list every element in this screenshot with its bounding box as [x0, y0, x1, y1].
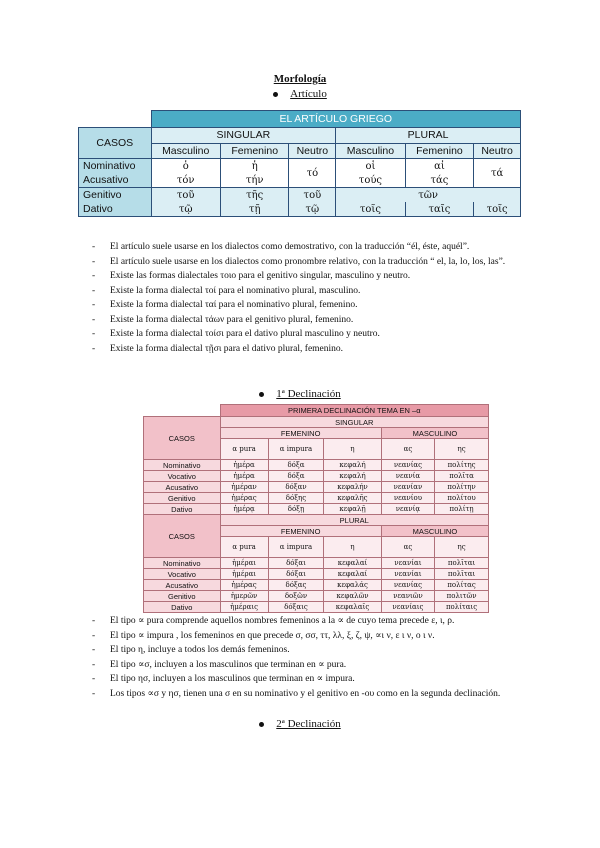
masculino-header: MASCULINO [381, 428, 488, 439]
declension-cell: κεφαλή [324, 471, 381, 482]
article-cell: τοῖς [336, 202, 405, 217]
article-cell: τόν [151, 173, 220, 188]
table-row [144, 602, 489, 613]
masculino-header: MASCULINO [381, 526, 488, 537]
table-row [144, 569, 489, 580]
article-notes [92, 240, 552, 356]
article-cell: τοῦ [289, 188, 336, 203]
list-item: - El tipo η, incluye a todos los demás femeninos. [92, 643, 552, 658]
declension-cell: πολιτῶν [435, 591, 489, 602]
article-cell: τοῦ [151, 188, 220, 203]
type-header: ας [381, 439, 434, 460]
declension-cell: δόξαι [268, 569, 324, 580]
article-cell: τό [289, 159, 336, 188]
case-label: Nominativo [144, 460, 221, 471]
case-label: Dativo [144, 602, 221, 613]
gender-header: Femenino [405, 143, 474, 159]
page-title: Morfología [273, 73, 327, 85]
gender-header: Neutro [474, 143, 521, 159]
article-cell: τῆς [220, 188, 289, 203]
article-cell: τάς [405, 173, 474, 188]
declension-cell: δόξῃ [268, 504, 324, 515]
declension-cell: πολίτῃ [435, 504, 489, 515]
declension-cell: ἡμέραν [220, 482, 268, 493]
article-cell: ὁ [151, 159, 220, 174]
gender-header: Masculino [336, 143, 405, 159]
table-row [144, 460, 489, 471]
gender-header: Neutro [289, 143, 336, 159]
article-cell: τῷ [151, 202, 220, 217]
article-table-title: EL ARTÍCULO GRIEGO [151, 111, 521, 128]
casos-header: CASOS [144, 515, 221, 558]
declension-cell: νεανίαις [381, 602, 434, 613]
type-header: α impura [268, 439, 324, 460]
declension-cell: ἡμερῶν [220, 591, 268, 602]
table-row [144, 482, 489, 493]
declension-cell: ἡμέρα [220, 471, 268, 482]
declension-cell: κεφαλή [324, 460, 381, 471]
declension-cell: δοξῶν [268, 591, 324, 602]
article-cell: τά [474, 159, 521, 188]
declension-cell: νεανία [381, 471, 434, 482]
gender-header: Femenino [220, 143, 289, 159]
declension-cell: κεφαλαί [324, 569, 381, 580]
declension-cell: δόξα [268, 460, 324, 471]
type-header: ης [435, 439, 489, 460]
declension-cell: νεανίᾳ [381, 504, 434, 515]
case-label: Acusativo [79, 173, 152, 188]
declension-cell: κεφαλαί [324, 558, 381, 569]
singular-header: SINGULAR [220, 417, 489, 428]
list-item: - Los tipos ∝σ y ησ, tienen una σ en su nominativo y el genitivo en -ου como en la segunda declinación. [92, 687, 552, 702]
plural-header: PLURAL [336, 128, 521, 144]
declension-cell: πολίτην [435, 482, 489, 493]
case-label: Acusativo [144, 482, 221, 493]
table-row [144, 580, 489, 591]
declension-cell: νεανίας [381, 580, 434, 591]
case-label: Dativo [79, 202, 152, 217]
case-label: Genitivo [144, 493, 221, 504]
list-item: - Existe la forma dialectal τοί para el nominativo plural, masculino. [92, 284, 552, 299]
list-item: - Existe las formas dialectales τοιο para el genitivo singular, masculino y neutro. [92, 269, 552, 284]
article-cell: ἡ [220, 159, 289, 174]
declension-cell: ἡμέρᾳ [220, 504, 268, 515]
case-label: Dativo [144, 504, 221, 515]
table-row [144, 504, 489, 515]
bullet-icon [259, 722, 264, 727]
case-label: Vocativo [144, 471, 221, 482]
table-row [144, 493, 489, 504]
declension-cell: δόξαν [268, 482, 324, 493]
list-item: - El tipo ∝ impura , los femeninos en que precede σ, σσ, ττ, λλ, ξ, ζ, ψ, ∝ι ν, ε ι ν, ο ι ν. [92, 629, 552, 644]
declension-cell: δόξαις [268, 602, 324, 613]
article-cell: ταῖς [405, 202, 474, 217]
section-decl2: 2ª Declinación [0, 718, 600, 730]
declension-cell: δόξας [268, 580, 324, 591]
declension-cell: πολίτας [435, 580, 489, 591]
declension-cell: νεανίας [381, 460, 434, 471]
list-item: - El tipo ∝ pura comprende aquellos nombres femeninos a la ∝ de cuyo tema precede ε, ι, ρ. [92, 614, 552, 629]
casos-header: CASOS [79, 128, 152, 159]
article-cell: τῇ [220, 202, 289, 217]
declension-cell: νεανιῶν [381, 591, 434, 602]
article-cell: αἱ [405, 159, 474, 174]
type-header: ης [435, 537, 489, 558]
declension-cell: ἡμέραι [220, 558, 268, 569]
declension-cell: κεφαλήν [324, 482, 381, 493]
article-cell: τήν [220, 173, 289, 188]
singular-header: SINGULAR [151, 128, 336, 144]
declension-cell: ἡμέρα [220, 460, 268, 471]
type-header: α impura [268, 537, 324, 558]
article-cell: τῷ [289, 202, 336, 217]
section-decl1: 1ª Declinación [0, 388, 600, 400]
bullet-icon [259, 392, 264, 397]
type-header: α pura [220, 537, 268, 558]
declension-cell: κεφαλάς [324, 580, 381, 591]
section-articulo: Artículo [0, 88, 600, 100]
declension-cell: πολίταις [435, 602, 489, 613]
femenino-header: FEMENINO [220, 428, 381, 439]
declension-cell: πολίτης [435, 460, 489, 471]
article-cell: οἱ [336, 159, 405, 174]
list-item: - El tipo ∝σ, incluyen a los masculinos que terminan en ∝ pura. [92, 658, 552, 673]
declension-title: PRIMERA DECLINACIÓN TEMA EN –α [220, 405, 489, 417]
bullet-icon [273, 92, 278, 97]
declension-notes [92, 614, 552, 701]
declension-cell: ἡμέραις [220, 602, 268, 613]
article-cell: τοῖς [474, 202, 521, 217]
list-item: - El artículo suele usarse en los dialectos como pronombre relativo, con la traducción “ el, la, lo, los, las”. [92, 255, 552, 270]
declension-cell: ἡμέρας [220, 580, 268, 591]
list-item: - Existe la forma dialectal τοίσι para el dativo plural masculino y neutro. [92, 327, 552, 342]
table-row [144, 591, 489, 602]
declension-cell: κεφαλῆς [324, 493, 381, 504]
article-cell: τούς [336, 173, 405, 188]
table-row [144, 558, 489, 569]
article-table [78, 110, 521, 217]
list-item: - Existe la forma dialectal ταί para el nominativo plural, femenino. [92, 298, 552, 313]
list-item: - El tipo ησ, incluyen a los masculinos que terminan en ∝ impura. [92, 672, 552, 687]
declension-cell: ἡμέρας [220, 493, 268, 504]
type-header: α pura [220, 439, 268, 460]
plural-header: PLURAL [220, 515, 489, 526]
case-label: Nominativo [79, 159, 152, 174]
declension-cell: νεανίαν [381, 482, 434, 493]
declension-cell: πολίτου [435, 493, 489, 504]
list-item: - Existe la forma dialectal τῇσι para el dativo plural, femenino. [92, 342, 552, 357]
declension-table [143, 404, 489, 613]
article-cell: τῶν [336, 188, 521, 203]
declension-cell: νεανίου [381, 493, 434, 504]
table-row [144, 471, 489, 482]
case-label: Nominativo [144, 558, 221, 569]
type-header: η [324, 439, 381, 460]
declension-cell: πολῖται [435, 558, 489, 569]
declension-cell: ἡμέραι [220, 569, 268, 580]
case-label: Vocativo [144, 569, 221, 580]
declension-cell: δόξα [268, 471, 324, 482]
declension-cell: δόξης [268, 493, 324, 504]
case-label: Acusativo [144, 580, 221, 591]
case-label: Genitivo [79, 188, 152, 203]
declension-cell: κεφαλῇ [324, 504, 381, 515]
declension-cell: πολῖτα [435, 471, 489, 482]
case-label: Genitivo [144, 591, 221, 602]
list-item: - El artículo suele usarse en los dialectos como demostrativo, con la traducción “él, éste, aquél”. [92, 240, 552, 255]
type-header: ας [381, 537, 434, 558]
list-item: - Existe la forma dialectal τάων para el genitivo plural, femenino. [92, 313, 552, 328]
declension-cell: κεφαλῶν [324, 591, 381, 602]
declension-cell: νεανίαι [381, 569, 434, 580]
type-header: η [324, 537, 381, 558]
declension-cell: δόξαι [268, 558, 324, 569]
casos-header: CASOS [144, 417, 221, 460]
femenino-header: FEMENINO [220, 526, 381, 537]
declension-cell: νεανίαι [381, 558, 434, 569]
gender-header: Masculino [151, 143, 220, 159]
declension-cell: κεφαλαῖς [324, 602, 381, 613]
declension-cell: πολῖται [435, 569, 489, 580]
